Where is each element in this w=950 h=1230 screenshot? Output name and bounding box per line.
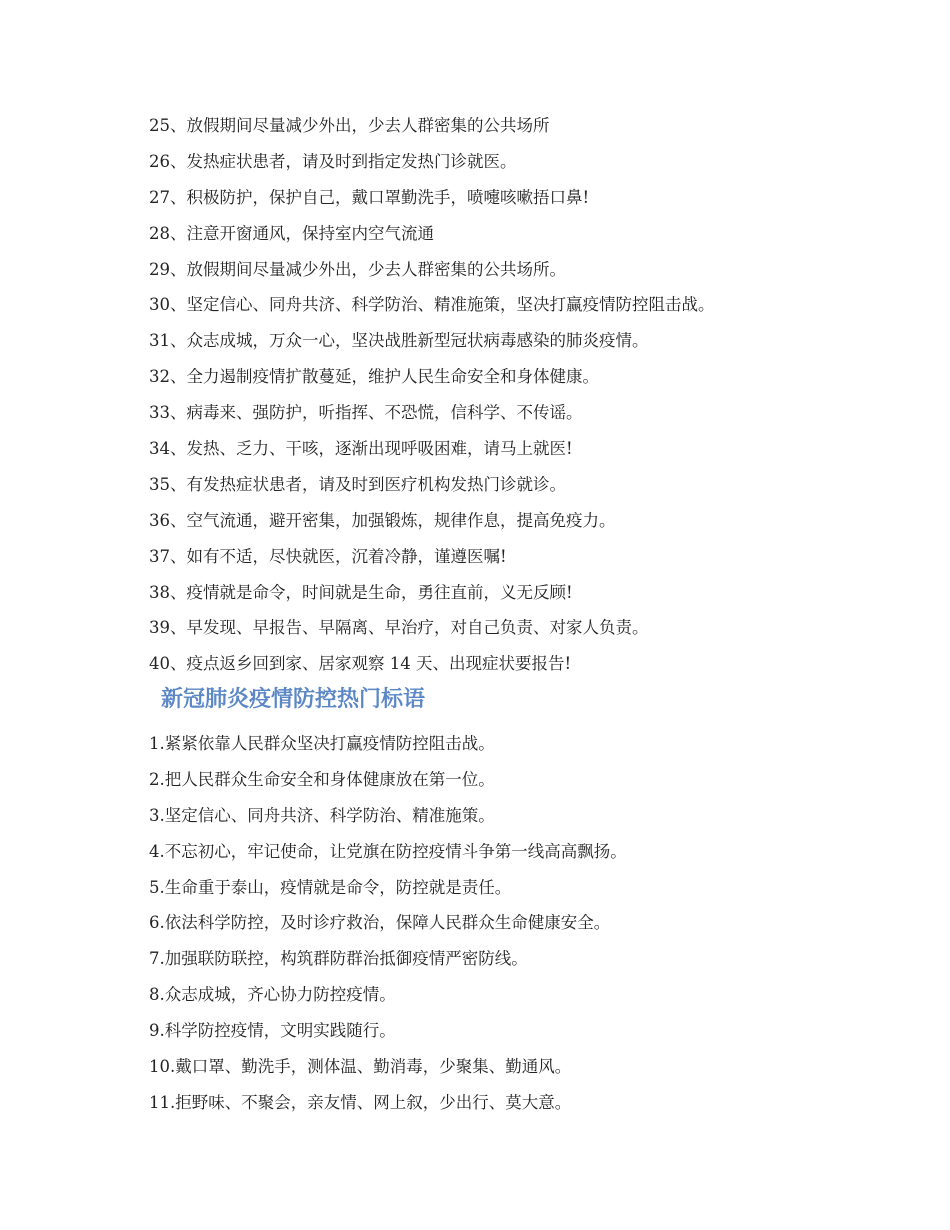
section-heading: 新冠肺炎疫情防控热门标语 <box>161 687 426 712</box>
list-item: 30、坚定信心、同舟共济、科学防治、精准施策，坚决打赢疫情防控阻击战。 <box>149 295 715 315</box>
list-item: 4.不忘初心，牢记使命，让党旗在防控疫情斗争第一线高高飘扬。 <box>149 841 627 861</box>
list-item: 28、注意开窗通风，保持室内空气流通 <box>149 223 434 243</box>
list-item: 27、积极防护，保护自己，戴口罩勤洗手，喷嚏咳嗽捂口鼻! <box>149 187 590 207</box>
list-item: 1.紧紧依靠人民群众坚决打赢疫情防控阻击战。 <box>149 734 495 753</box>
list-item: 37、如有不适，尽快就医，沉着冷静，谨遵医嘱! <box>149 546 507 566</box>
list-item: 8.众志成城，齐心协力防控疫情。 <box>149 985 396 1005</box>
slogan-list-continued <box>149 108 869 682</box>
list-item: 35、有发热症状患者，请及时到医疗机构发热门诊就诊。 <box>149 474 566 494</box>
slogan-list-hot <box>149 726 869 1121</box>
list-item: 36、空气流通，避开密集，加强锻炼，规律作息，提高免疫力。 <box>149 510 616 530</box>
list-item: 33、病毒来、强防护，听指挥、不恐慌，信科学、不传谣。 <box>149 403 583 423</box>
list-item: 32、全力遏制疫情扩散蔓延，维护人民生命安全和身体健康。 <box>149 367 599 387</box>
list-item: 6.依法科学防控，及时诊疗救治，保障人民群众生命健康安全。 <box>149 913 611 933</box>
list-item: 29、放假期间尽量减少外出，少去人群密集的公共场所。 <box>149 259 566 279</box>
list-item: 38、疫情就是命令，时间就是生命，勇往直前，义无反顾! <box>149 582 573 602</box>
list-item: 11.拒野味、不聚会，亲友情、网上叙，少出行、莫大意。 <box>149 1092 572 1112</box>
list-item: 5.生命重于泰山，疫情就是命令，防控就是责任。 <box>149 877 512 897</box>
list-item: 10.戴口罩、勤洗手，测体温、勤消毒，少聚集、勤通风。 <box>149 1057 572 1077</box>
list-item: 25、放假期间尽量减少外出，少去人群密集的公共场所 <box>149 116 550 135</box>
list-item: 31、众志成城，万众一心，坚决战胜新型冠状病毒感染的肺炎疫情。 <box>149 331 649 351</box>
list-item: 3.坚定信心、同舟共济、科学防治、精准施策。 <box>149 805 495 825</box>
list-item: 40、疫点返乡回到家、居家观察 14 天、出现症状要报告! <box>149 654 572 674</box>
list-item: 39、早发现、早报告、早隔离、早治疗，对自己负责、对家人负责。 <box>149 618 649 638</box>
list-item: 9.科学防控疫情，文明实践随行。 <box>149 1021 396 1041</box>
list-item: 2.把人民群众生命安全和身体健康放在第一位。 <box>149 769 495 789</box>
list-item: 26、发热症状患者，请及时到指定发热门诊就医。 <box>149 151 517 171</box>
list-item: 34、发热、乏力、干咳，逐渐出现呼吸困难，请马上就医! <box>149 439 573 459</box>
list-item: 7.加强联防联控，构筑群防群治抵御疫情严密防线。 <box>149 949 528 969</box>
